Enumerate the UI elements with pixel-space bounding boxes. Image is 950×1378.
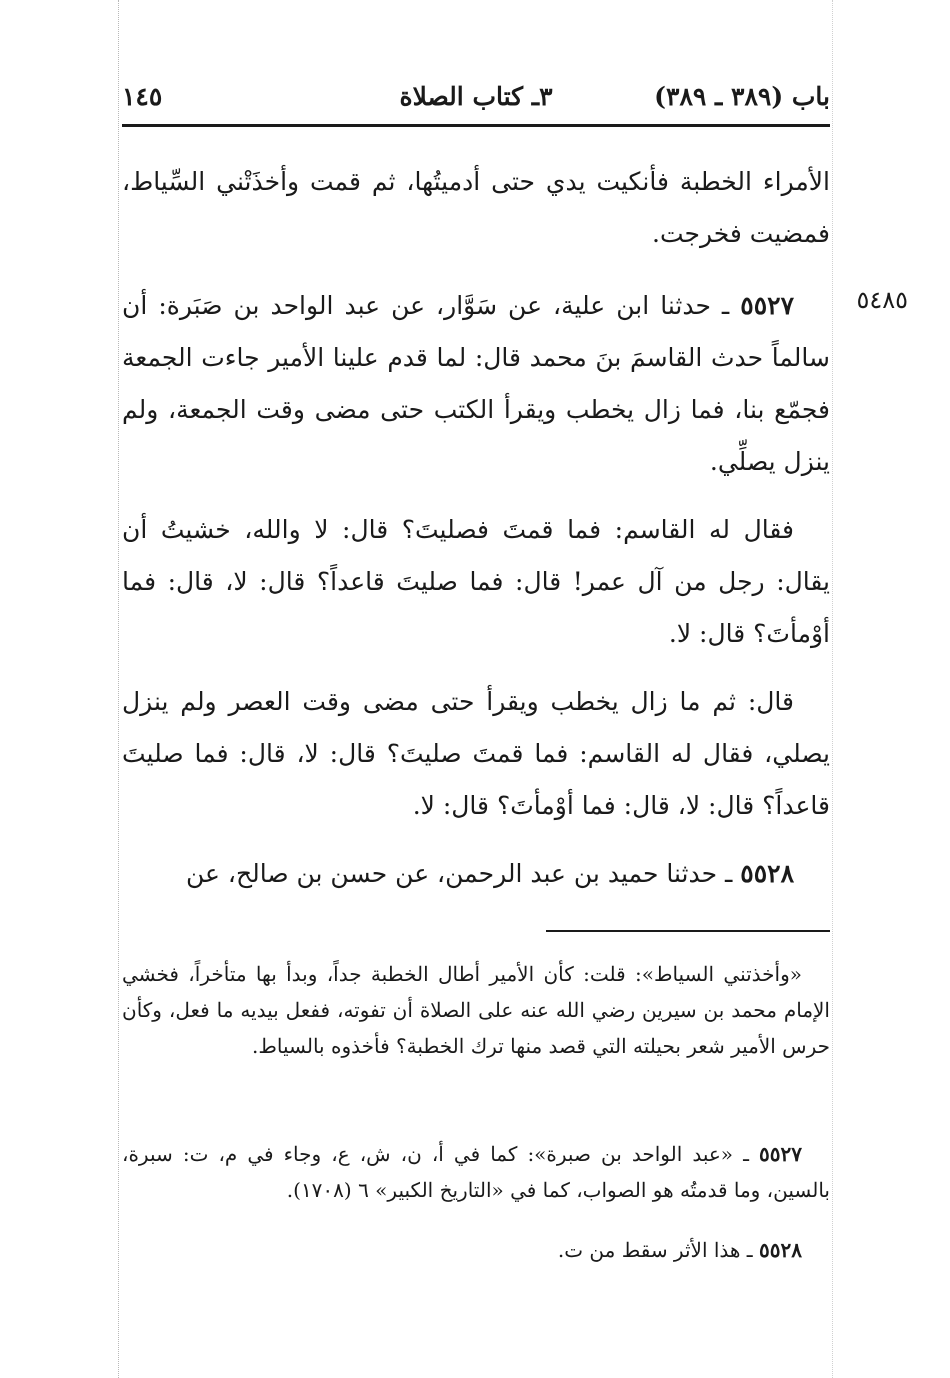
- hadith-5528: [122, 848, 830, 900]
- footnote-5528: [122, 1232, 830, 1268]
- footnote-1: «وأخذتني السياط»: قلت: كأن الأمير أطال الخطبة جداً، وبدأ بها متأخراً، فخشي الإمام محمد بن سيرين رضي الله عنه على الصلاة أن تفوته، ففعل بيديه ما فعل، وكأن حرس الأمير شعر بحيلته التي قصد منها ترك الخطبة؟ فأخذوه بالسياط.: [122, 962, 830, 1058]
- page-header: [122, 82, 830, 122]
- left-margin-guide: [118, 0, 119, 1378]
- footnote-rule: [546, 930, 830, 932]
- footnote-text: ـ «عبد الواحد بن صبرة»: كما في أ، ن، ش، ع، وجاء في م، ت: سبرة، بالسين، وما قدمتُه هو الصواب، كما في «التاريخ الكبير» ٦ (١٧٠٨).: [122, 1142, 830, 1202]
- footnote-number: ٥٥٢٧: [759, 1142, 802, 1166]
- hadith-number: ٥٥٢٨: [740, 859, 794, 888]
- footnote-5527: [122, 1136, 830, 1208]
- hadith-text: ـ حدثنا حميد بن عبد الرحمن، عن حسن بن صالح، عن: [185, 859, 741, 888]
- header-rule: [122, 124, 830, 127]
- hadith-number: ٥٥٢٧: [740, 291, 794, 320]
- paragraph-asr: قال: ثم ما زال يخطب ويقرأ حتى مضى وقت العصر ولم ينزل يصلي، فقال له القاسم: فما قمتَ صليتَ؟ قال: لا، قال: فما صليتَ قاعداً؟ قال: لا، قال: فما أوْمأتَ؟ قال: لا.: [122, 687, 830, 820]
- hadith-5527: [122, 280, 830, 488]
- margin-number: ٥٤٨٥: [856, 286, 908, 314]
- hadith-text: ـ حدثنا ابن علية، عن سَوَّار، عن عبد الواحد بن صَبَرة: أن سالماً حدث القاسمَ بنَ محمد قال: لما قدم علينا الأمير جاءت الجمعة فجمّع بنا، فما زال يخطب ويقرأ الكتب حتى مضى وقت الجمعة، ولم ينزل يصلِّي.: [122, 291, 830, 476]
- page-number: ١٤٥: [122, 82, 163, 111]
- footnote-number: ٥٥٢٨: [759, 1238, 802, 1262]
- paragraph-continuation: الأمراء الخطبة فأنكيت يدي حتى أدميتُها، ثم قمت وأخذَتْني السِّياط، فمضيت فخرجت.: [122, 167, 830, 248]
- header-chapter: باب (٣٨٩ ـ ٣٨٩): [654, 82, 830, 111]
- right-margin-guide: [832, 0, 833, 1378]
- footnote-text: ـ هذا الأثر سقط من ت.: [557, 1238, 760, 1262]
- header-book-title: ٣ـ كتاب الصلاة: [399, 82, 553, 111]
- paragraph-qasim-question: فقال له القاسم: فما قمتَ فصليتَ؟ قال: لا والله، خشيتُ أن يقال: رجل من آل عمر! قال: فما صليتَ قاعداً؟ قال: لا، قال: فما أوْمأتَ؟ قال: لا.: [122, 515, 830, 648]
